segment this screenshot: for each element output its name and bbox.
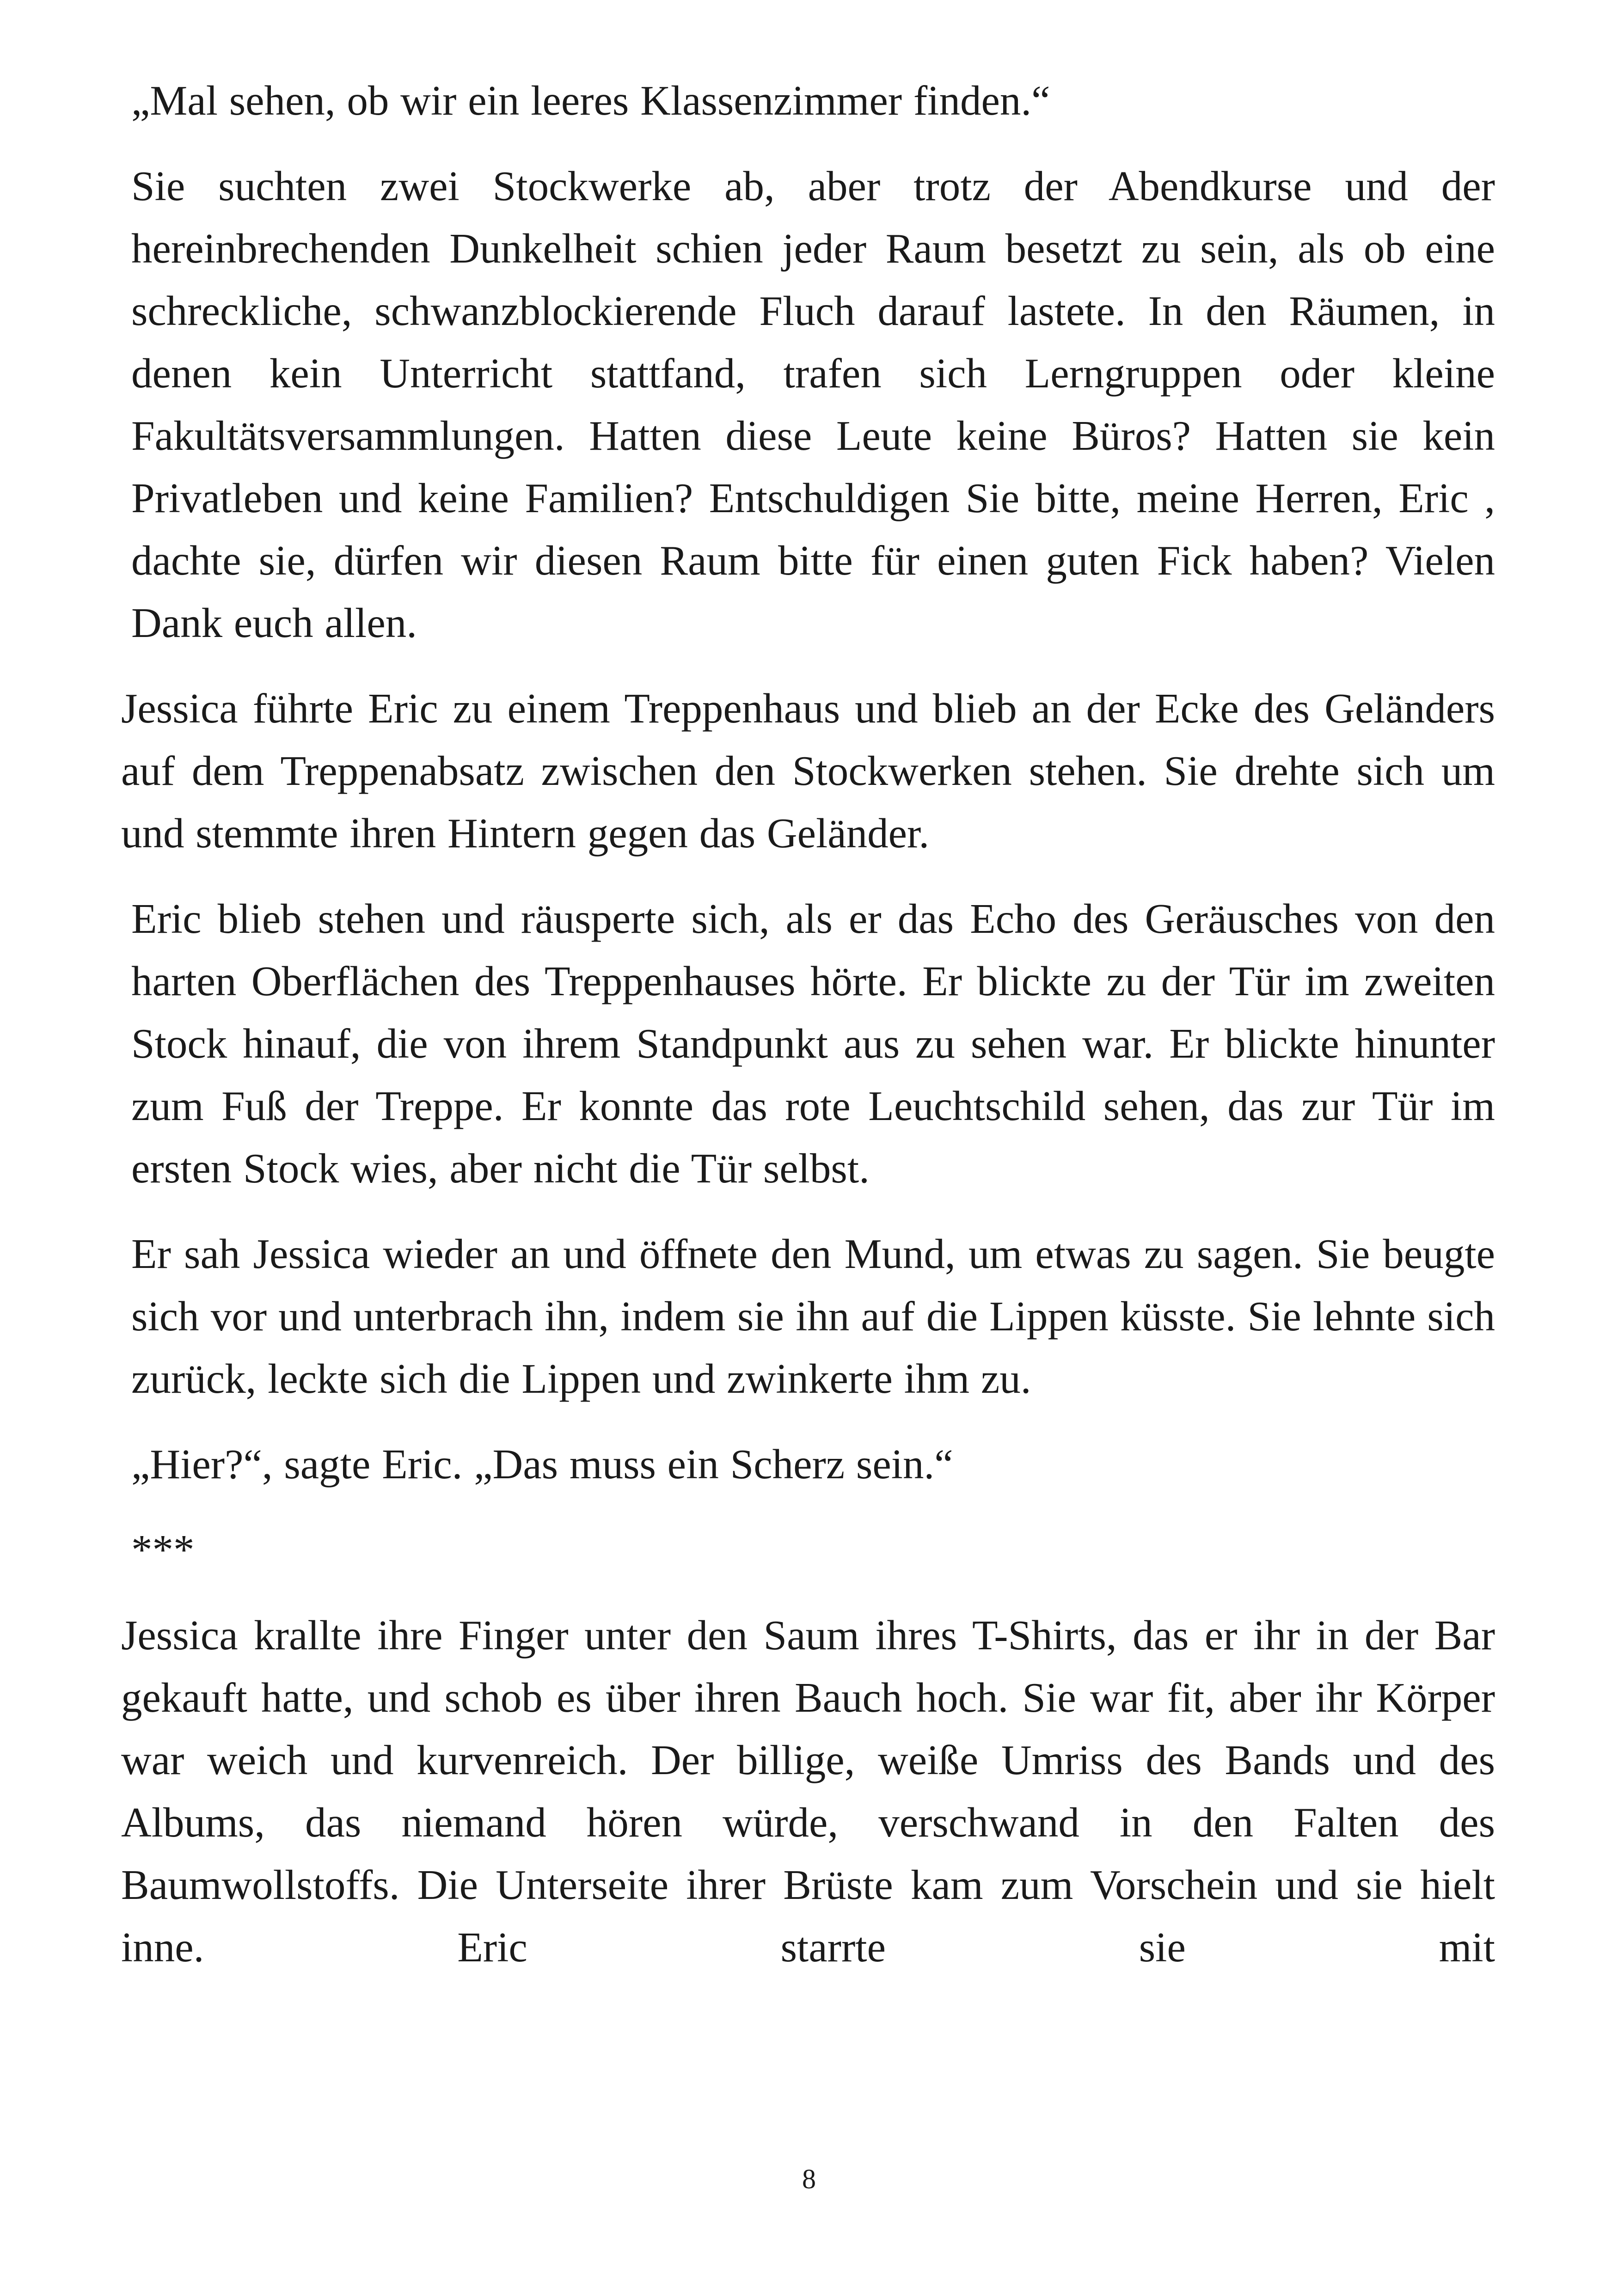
paragraph: Er sah Jessica wieder an und öffnete den Mund, um etwas zu sagen. Sie beugte sich vor und unterbrach ihn, indem sie ihn auf die Lippen küsste. Sie lehnte sich zurück, leckte sich die Lippen und zwinkerte ihm zu. bbox=[131, 1231, 1495, 1402]
paragraph: Eric blieb stehen und räusperte sich, als er das Echo des Geräusches von den harten Oberflächen des Treppenhauses hörte. Er blickte zu der Tür im zweiten Stock hinauf, die von ihrem Standpunkt aus zu sehen war. Er blickte hinunter zum Fuß der Treppe. Er konnte das rote Leuchtschild sehen, das zur Tür im ersten Stock wies, aber nicht die Tür selbst. bbox=[131, 895, 1495, 1192]
paragraph: „Hier?“, sagte Eric. „Das muss ein Scherz sein.“ bbox=[131, 1441, 953, 1488]
document-page bbox=[121, 69, 1495, 2002]
paragraph: Sie suchten zwei Stockwerke ab, aber trotz der Abendkurse und der hereinbrechenden Dunkelheit schien jeder Raum besetzt zu sein, als ob eine schreckliche, schwanzblockierende Fluch darauf lastete. In den Räumen, in denen kein Unterricht stattfand, trafen sich Lerngruppen oder kleine Fakultätsversammlungen. Hatten diese Leute keine Büros? Hatten sie kein Privatleben und keine Familien? Entschuldigen Sie bitte, meine Herren, Eric , dachte sie, dürfen wir diesen Raum bitte für einen guten Fick haben? Vielen Dank euch allen. bbox=[131, 163, 1495, 646]
paragraph: Jessica führte Eric zu einem Treppenhaus und blieb an der Ecke des Geländers auf dem Treppenabsatz zwischen den Stockwerken stehen. Sie drehte sich um und stemmte ihren Hintern gegen das Geländer. bbox=[121, 685, 1495, 857]
paragraph: Jessica krallte ihre Finger unter den Saum ihres T-Shirts, das er ihr in der Bar gekauft hatte, und schob es über ihren Bauch hoch. Sie war fit, aber ihr Körper war weich und kurvenreich. Der billige, weiße Umriss des Bands und des Albums, das niemand hören würde, verschwand in den Falten des Baumwollstoffs. Die Unterseite ihrer Brüste kam zum Vorschein und sie hielt inne. Eric starrte sie mit bbox=[121, 1612, 1495, 1971]
page-number: 8 bbox=[802, 2164, 816, 2194]
scene-break: *** bbox=[131, 1526, 195, 1573]
paragraph: „Mal sehen, ob wir ein leeres Klassenzimmer finden.“ bbox=[131, 77, 1050, 124]
